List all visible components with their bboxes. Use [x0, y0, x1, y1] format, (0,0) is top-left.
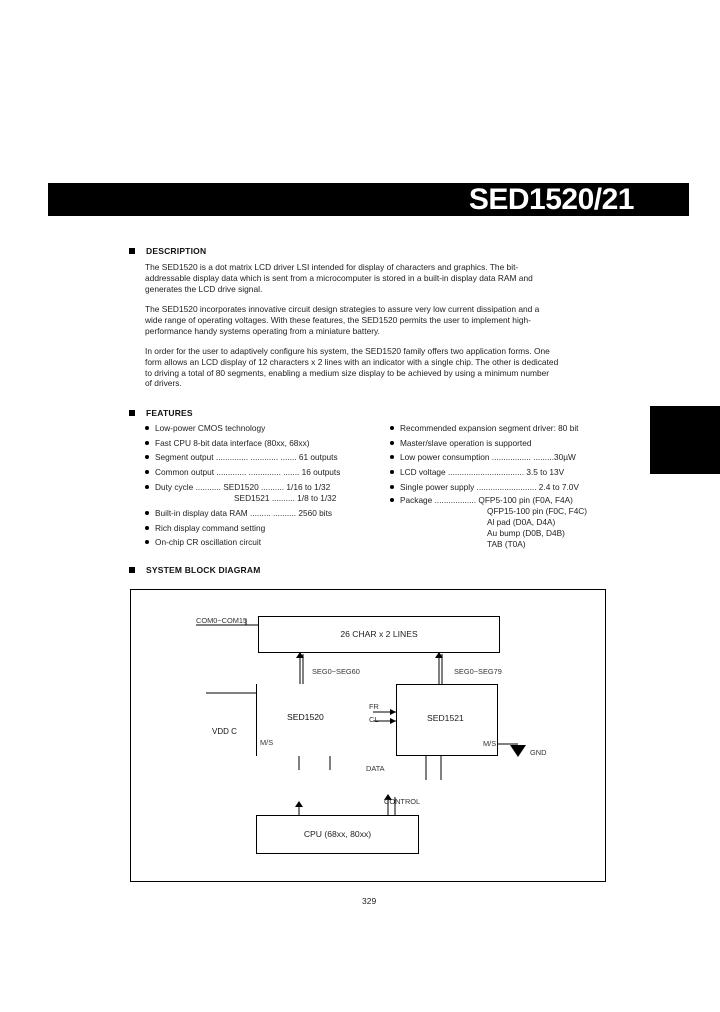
- gnd-label: GND: [530, 748, 547, 757]
- fr-label: FR: [369, 702, 379, 711]
- data-label: DATA: [366, 764, 385, 773]
- sed1521-block: [396, 684, 498, 756]
- list-item-continuation: Au bump (D0B, D4B): [487, 527, 565, 538]
- seg-left-label: SEG0~SEG60: [312, 667, 360, 676]
- ms-label-left: M/S: [260, 738, 274, 747]
- list-item: Master/slave operation is supported: [390, 436, 587, 451]
- vdd-label: VDD C: [212, 727, 237, 736]
- sed1520-label: SED1520: [287, 712, 324, 722]
- list-item: Built-in display data RAM ......... .......... 2560 bits: [145, 506, 340, 521]
- text-line: generates the LCD drive signal.: [145, 283, 263, 294]
- list-item: Segment output .............. ............ ....... 61 outputs: [145, 450, 340, 465]
- list-item-continuation: Al pad (D0A, D4A): [487, 516, 556, 527]
- text-line: to driving a total of 80 segments, enabling a medium size display to be achieved by using a minimum number: [145, 367, 550, 378]
- list-item: Low power consumption ................. .........30µW: [390, 450, 587, 465]
- seg-right-label: SEG0~SEG79: [454, 667, 502, 676]
- list-item: LCD voltage ................................. 3.5 to 13V: [390, 465, 587, 480]
- list-item: Package .................. QFP5-100 pin (F0A, F4A): [390, 494, 587, 506]
- list-item: Rich display command setting: [145, 521, 340, 536]
- text-line: wide range of operating voltages. With these features, the SED1520 permits the user to implement high-: [145, 314, 531, 325]
- list-item: Single power supply .......................... 2.4 to 7.0V: [390, 480, 587, 494]
- list-item-continuation: QFP15-100 pin (F0C, F4C): [487, 505, 588, 516]
- list-item: Common output ............. .............. ....... 16 outputs: [145, 465, 340, 480]
- text-line: The SED1520 incorporates innovative circuit design strategies to assure very low current dissipation and a: [145, 304, 540, 314]
- list-item: Low-power CMOS technology: [145, 421, 340, 436]
- list-item: On-chip CR oscillation circuit: [145, 535, 340, 550]
- com-label: COM0~COM15: [196, 616, 248, 625]
- lcd-panel-block: [258, 616, 500, 653]
- cpu-label: CPU (68xx, 80xx): [303, 829, 372, 839]
- text-line: performance handy systems operating from a miniature battery.: [145, 325, 380, 336]
- control-label: CONTROL: [384, 797, 421, 806]
- features-heading: FEATURES: [129, 408, 193, 418]
- list-item-continuation: TAB (T0A): [487, 538, 526, 549]
- document-title: SED1520/21: [468, 183, 634, 216]
- text-line: of drivers.: [145, 378, 182, 389]
- description-heading: DESCRIPTION: [129, 246, 206, 256]
- list-item: Fast CPU 8-bit data interface (80xx, 68xx): [145, 436, 340, 451]
- page-number: 329: [362, 896, 377, 906]
- text-line: In order for the user to adaptively configure his system, the SED1520 family offers two application forms. One: [145, 346, 550, 356]
- text-line: addressable display data which is sent from a microcomputer is stored in a built-in display data RAM and: [145, 272, 533, 283]
- lcd-panel-label: 26 CHAR x 2 LINES: [340, 629, 418, 639]
- sed1520-block: [256, 684, 356, 756]
- sed1521-label: SED1521: [427, 713, 464, 723]
- text-line: form allows an LCD display of 12 characters x 2 lines with an indicator with a single chip. The other is dedicated: [145, 356, 559, 367]
- block-diagram-heading: SYSTEM BLOCK DIAGRAM: [129, 565, 261, 575]
- cpu-block: [256, 815, 419, 854]
- list-item-continuation: SED1521 .......... 1/8 to 1/32: [234, 492, 337, 503]
- list-item: Duty cycle ........... SED1520 .......... 1/16 to 1/32: [145, 480, 340, 493]
- list-item: Recommended expansion segment driver: 80 bit: [390, 421, 587, 436]
- cl-label: CL: [369, 715, 379, 724]
- ms-label-right: M/S: [483, 739, 497, 748]
- text-line: The SED1520 is a dot matrix LCD driver LSI intended for display of characters and graphics. The bit-: [145, 262, 519, 272]
